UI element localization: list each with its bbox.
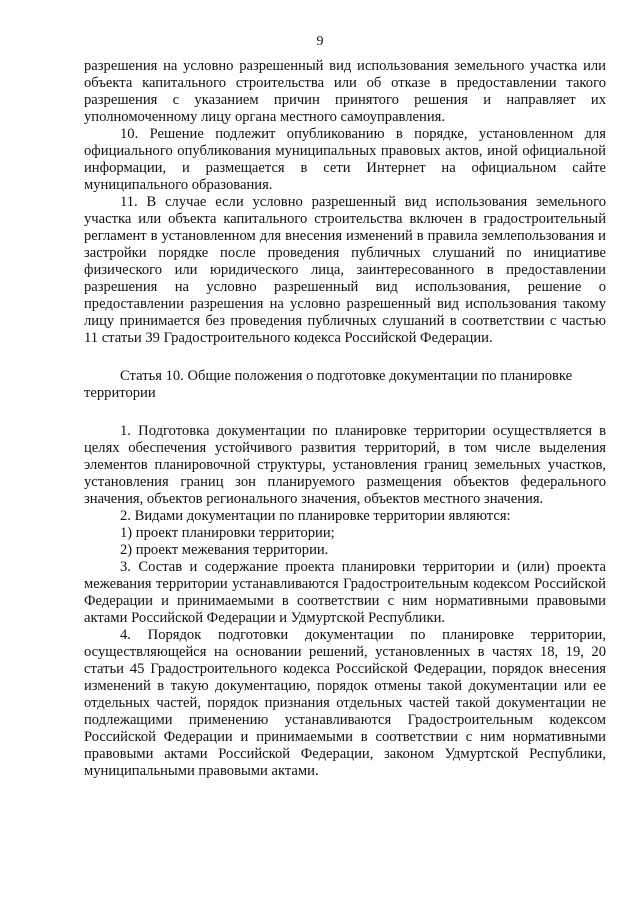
paragraph-continuation: разрешения на условно разрешенный вид использования земельного участка или объекта капитального строительства или об отказе в предоставлении такого разрешения с указанием причин принятого решения и направляет их уполномоченному лицу органа местного самоуправления. xyxy=(84,58,606,125)
spacer xyxy=(84,347,606,368)
article-paragraph-2: 2. Видами документации по планировке территории являются: xyxy=(120,508,511,524)
article-heading: Статья 10. Общие положения о подготовке документации по планировке территории xyxy=(84,368,573,401)
article-paragraph-1: 1. Подготовка документации по планировке территории осуществляется в целях обеспечения устойчивого развития территорий, в том числе выделения элементов планировочной структуры, установления границ земельных участков, установления границ зон планируемого размещения объектов федерального значения, объектов регионального значения, объектов местного значения. xyxy=(84,423,606,507)
article-list-item-2: 2) проект межевания территории. xyxy=(120,542,329,558)
article-paragraph-3: 3. Состав и содержание проекта планировки территории и (или) проекта межевания территории устанавливаются Градостроительным кодексом Российской Федерации и принимаемыми в соответствии с ним нормативными правовыми актами Российской Федерации и Удмуртской Республики. xyxy=(84,559,606,626)
article-list-item-1: 1) проект планировки территории; xyxy=(120,525,335,541)
document-body xyxy=(84,58,606,780)
article-paragraph-4: 4. Порядок подготовки документации по планировке территории, осуществляющейся на основании решений, установленных в частях 18, 19, 20 статьи 45 Градостроительного кодекса Российской Федерации, порядок внесения изменений в такую документацию, порядок отмены такой документации или ее отдельных частей, порядок признания отдельных частей такой документации не подлежащими применению устанавливаются Градостроительным кодексом Российской Федерации и принимаемыми в соответствии с ним нормативными правовыми актами Российской Федерации, законом Удмуртской Республики, муниципальными правовыми актами. xyxy=(84,627,606,779)
paragraph-10: 10. Решение подлежит опубликованию в порядке, установленном для официального опубликования муниципальных правовых актов, иной официальной информации, и размещается в сети Интернет на официальном сайте муниципального образования. xyxy=(84,126,606,193)
page-number: 9 xyxy=(316,34,324,49)
paragraph-11: 11. В случае если условно разрешенный вид использования земельного участка или объекта капитального строительства включен в градостроительный регламент в установленном для внесения изменений в правила землепользования и застройки порядке после проведения публичных слушаний по инициативе физического или юридического лица, заинтересованного в предоставлении разрешения на условно разрешенный вид использования, решение о предоставлении разрешения на условно разрешенный вид использования такому лицу принимается без проведения публичных слушаний в соответствии с частью 11 статьи 39 Градостроительного кодекса Российской Федерации. xyxy=(84,194,606,346)
spacer xyxy=(84,402,606,423)
